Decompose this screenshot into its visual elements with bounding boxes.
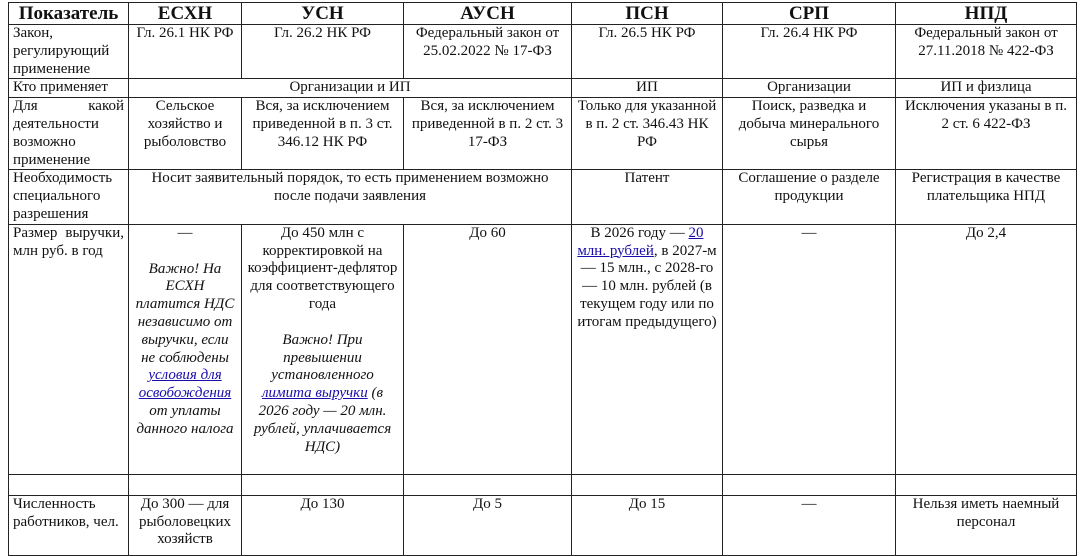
empty-cell bbox=[723, 474, 896, 495]
note bbox=[136, 261, 235, 437]
cell-usn: Гл. 26.2 НК РФ bbox=[242, 25, 404, 79]
empty-cell bbox=[129, 474, 242, 495]
exemption-conditions-link[interactable]: условия для освобождения bbox=[138, 367, 232, 402]
text: В 2026 году — bbox=[590, 224, 689, 241]
header-npd: НПД bbox=[896, 3, 1077, 25]
note-text: Важно! На ЕСХН платится НДС независимо от выручки, если не соблюдены bbox=[135, 260, 235, 366]
cell-ausn: До 5 bbox=[404, 495, 572, 555]
cell-eshn-usn-ausn: Организации и ИП bbox=[129, 79, 572, 98]
note-text: (в 2026 году — 20 млн. рублей, уплачивается НДС) bbox=[253, 385, 392, 455]
empty-cell bbox=[404, 474, 572, 495]
cell-eshn bbox=[129, 224, 242, 474]
cell-usn: До 130 bbox=[242, 495, 404, 555]
cell-eshn: Сельское хозяйство и рыболовство bbox=[129, 98, 242, 170]
header-indicator: Показатель bbox=[9, 3, 129, 25]
table-row-who bbox=[9, 79, 1077, 98]
header-usn: УСН bbox=[242, 3, 404, 25]
table-row-revenue bbox=[9, 224, 1077, 474]
cell-ausn: До 60 bbox=[404, 224, 572, 474]
cell-psn: Гл. 26.5 НК РФ bbox=[572, 25, 723, 79]
value: — bbox=[177, 224, 193, 241]
value: До 450 млн с корректировкой на коэффициент-дефлятор для соответствующего года bbox=[247, 224, 398, 312]
header-eshn: ЕСХН bbox=[129, 3, 242, 25]
cell-npd: До 2,4 bbox=[896, 224, 1077, 474]
header-ausn: АУСН bbox=[404, 3, 572, 25]
cell-npd: Исключения указаны в п. 2 ст. 6 422-ФЗ bbox=[896, 98, 1077, 170]
empty-cell bbox=[242, 474, 404, 495]
cell-srp: — bbox=[723, 495, 896, 555]
cell-eshn: До 300 — для рыболовецких хозяйств bbox=[129, 495, 242, 555]
header-srp: СРП bbox=[723, 3, 896, 25]
cell-usn bbox=[242, 224, 404, 474]
cell-usn: Вся, за исключением приведенной в п. 3 ст. 346.12 НК РФ bbox=[242, 98, 404, 170]
row-label: Необходимость специального разрешения bbox=[9, 170, 129, 224]
cell-srp: Соглашение о разделе продукции bbox=[723, 170, 896, 224]
empty-cell bbox=[896, 474, 1077, 495]
cell-psn: ИП bbox=[572, 79, 723, 98]
note bbox=[254, 332, 391, 455]
cell-eshn: Гл. 26.1 НК РФ bbox=[129, 25, 242, 79]
cell-npd: Нельзя иметь наемный персонал bbox=[896, 495, 1077, 555]
row-label: Кто применяет bbox=[9, 79, 129, 98]
table-row-permit bbox=[9, 170, 1077, 224]
revenue-limit-link[interactable]: лимита выручки bbox=[262, 385, 368, 402]
table-row-empty bbox=[9, 474, 1077, 495]
cell-ausn: Федеральный закон от 25.02.2022 № 17-ФЗ bbox=[404, 25, 572, 79]
empty-cell bbox=[572, 474, 723, 495]
tax-regimes-table bbox=[8, 2, 1077, 556]
row-label: Размер выручки, млн руб. в год bbox=[9, 224, 129, 474]
cell-npd: ИП и физлица bbox=[896, 79, 1077, 98]
cell-psn: Патент bbox=[572, 170, 723, 224]
cell-npd: Федеральный закон от 27.11.2018 № 422-ФЗ bbox=[896, 25, 1077, 79]
psn-limit-link[interactable]: 20 млн. рублей bbox=[577, 224, 704, 259]
empty-cell bbox=[9, 474, 129, 495]
text: , в 2027-м — 15 млн., с 2028-го — 10 млн. рублей (в текущем году или по итогам предыдущего) bbox=[577, 242, 717, 330]
cell-psn: Только для указанной в п. 2 ст. 346.43 НК РФ bbox=[572, 98, 723, 170]
row-label: Численность работников, чел. bbox=[9, 495, 129, 555]
cell-npd: Регистрация в качестве плательщика НПД bbox=[896, 170, 1077, 224]
cell-psn bbox=[572, 224, 723, 474]
header-row bbox=[9, 3, 1077, 25]
cell-ausn: Вся, за исключением приведенной в п. 2 ст. 3 17-ФЗ bbox=[404, 98, 572, 170]
row-label: Закон, регулирующий применение bbox=[9, 25, 129, 79]
table-row-law bbox=[9, 25, 1077, 79]
cell-psn: До 15 bbox=[572, 495, 723, 555]
cell-srp: Поиск, разведка и добыча минерального сырья bbox=[723, 98, 896, 170]
cell-srp: Организации bbox=[723, 79, 896, 98]
cell-srp: Гл. 26.4 НК РФ bbox=[723, 25, 896, 79]
row-label: Для какой деятельности возможно применение bbox=[9, 98, 129, 170]
cell-eshn-usn-ausn: Носит заявительный порядок, то есть применением возможно после подачи заявления bbox=[129, 170, 572, 224]
cell-srp: — bbox=[723, 224, 896, 474]
note-text: Важно! При превышении установленного bbox=[271, 331, 374, 384]
table-row-staff bbox=[9, 495, 1077, 555]
table-row-activity bbox=[9, 98, 1077, 170]
header-psn: ПСН bbox=[572, 3, 723, 25]
note-text: от уплаты данного налога bbox=[136, 402, 234, 437]
